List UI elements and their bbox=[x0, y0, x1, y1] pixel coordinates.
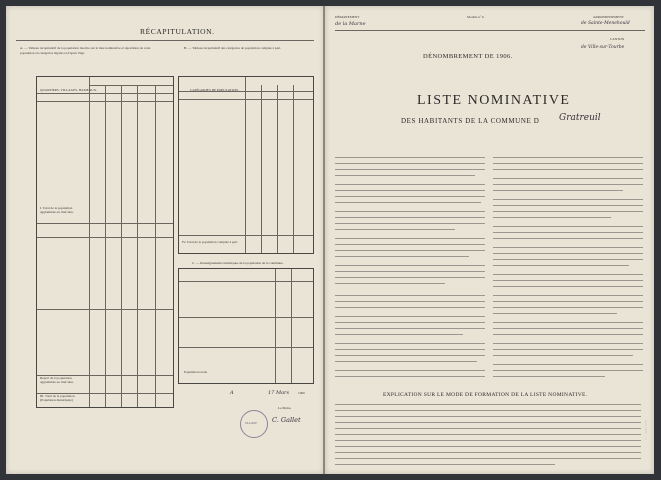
commune-value: Gratreuil bbox=[559, 113, 601, 123]
table-c-title: C. — Renseignements statistiques de la population de la commune. bbox=[192, 261, 284, 265]
table-b bbox=[178, 76, 314, 254]
canton-value: de Ville-sur-Tourbe bbox=[581, 45, 625, 50]
col-categories: CATÉGORIES DE POPULATION. bbox=[190, 88, 239, 92]
top-rule bbox=[335, 30, 645, 31]
le-maire-label: Le Maire, bbox=[278, 406, 292, 410]
explanation-title: EXPLICATION SUR LE MODE DE FORMATION DE LA LISTE NOMINATIVE. bbox=[383, 392, 588, 398]
departement-label: DÉPARTEMENT bbox=[335, 15, 360, 19]
margin-note: Juin 1906 — 7 bbox=[644, 420, 648, 441]
census-title: DÉNOMBREMENT DE 1906. bbox=[423, 53, 513, 60]
arrondissement-value: de Sainte-Menehould bbox=[581, 21, 630, 26]
table-c bbox=[178, 268, 314, 384]
maire-signature: C. Gallet bbox=[272, 416, 301, 424]
arrondissement-label: ARRONDISSEMENT bbox=[593, 15, 624, 19]
row-total-b: IV. Total de la population comptée à part. bbox=[182, 240, 239, 244]
row-population-totale: Population totale bbox=[184, 370, 208, 374]
col-quartiers: QUARTIERS, VILLAGES, HAMEAUX. bbox=[40, 88, 97, 92]
main-title: LISTE NOMINATIVE bbox=[417, 93, 571, 108]
signature-date: 17 Mars bbox=[268, 390, 290, 396]
canton-label: CANTON bbox=[610, 37, 625, 41]
row-total-general: III. Total de la population (Population municipale) bbox=[40, 394, 75, 402]
modele-number: Modèle nº 9. bbox=[467, 15, 485, 19]
table-a-title: A. — Tableau récapitulatif de la population inscrite sur la liste nominative et répartition de cette population en catégories légales et d'après l'âge. bbox=[20, 46, 151, 55]
signature-place: A bbox=[230, 390, 234, 396]
table-b-title: B. — Tableau récapitulatif des catégories de population comptée à part. bbox=[184, 46, 282, 50]
signature-year: 1906 bbox=[298, 391, 305, 395]
liste-nominative-page bbox=[325, 6, 654, 474]
recapitulation-title: RÉCAPITULATION. bbox=[140, 27, 215, 36]
seal-text: MAIRIE bbox=[245, 421, 258, 425]
row-total-a: I. Total de la population agglomérée au chef-lieu. bbox=[40, 206, 74, 214]
recapitulation-page bbox=[6, 6, 325, 474]
table-a bbox=[36, 76, 174, 408]
row-report: Report de la population agglomérée au chef-lieu. bbox=[40, 376, 74, 384]
header-rule bbox=[16, 40, 314, 41]
commune-subtitle: DES HABITANTS DE LA COMMUNE D bbox=[401, 117, 540, 125]
departement-value: de la Marne bbox=[335, 21, 366, 27]
